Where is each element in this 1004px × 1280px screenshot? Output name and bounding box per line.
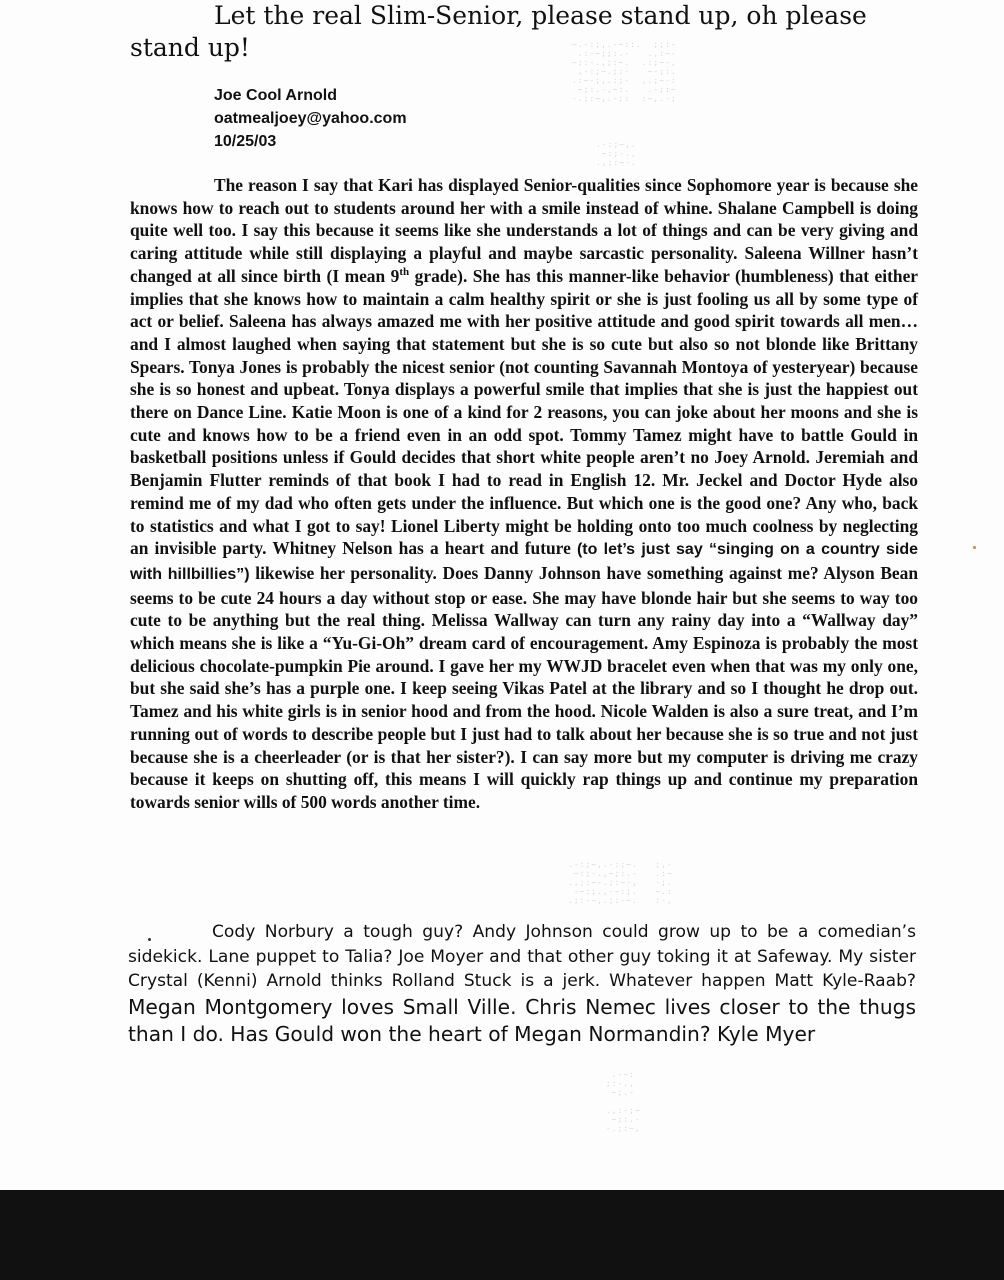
author-name: Joe Cool Arnold	[214, 87, 337, 104]
specks	[973, 546, 976, 549]
paragraph-text: The reason I say that Kari has displayed Senior-qualities since Sophomore year is because she knows how to reach out to students around her with a smile instead of whine. Shalane Campbell is doing quite well too. I say this because it seems like she understands a lot of things and can be very giving and caring attitude while still displaying a playful and maybe sarcastic personality. Saleena Willner hasn’t changed at all since birth (I mean 9	[130, 175, 918, 286]
author-block	[214, 84, 407, 153]
superscript: th	[399, 266, 410, 279]
date: 10/25/03	[214, 133, 277, 150]
bleed-through-texture: .-:;~,. ~:;-., .,;:~-.	[596, 140, 637, 167]
paragraph-text-large: Megan Montgomery loves Small Ville. Chris Nemec lives closer to the thugs than I do. Has Gould won the heart of Megan Normandin? Kyle Myer	[128, 994, 916, 1046]
paragraph-text-sans: (to let’s just say “singing on a country side with hillbillies”)	[130, 541, 919, 583]
bleed-through-texture: ~.-:;,.-~::. ;;:- .:-~;;:.- .,:~- ~;:-.,;:~. .:;~-, ,-:;~.;:- ~-;:. .:~-;,.:;- ,.;~-: ~;:.-,~:. .-;:~ -.;:~,.-;: :~,.-;	[572, 40, 677, 103]
paragraph-text: Cody Norbury a tough guy? Andy Johnson could grow up to be a comedian’s sidekick. Lane puppet to Talia? Joe Moyer and that other guy toking it at Safeway. My sister Crystal (Kenni) Arnold thinks Rolland Stuck is a jerk. Whatever happen Matt Kyle-Raab?	[128, 922, 916, 991]
bleed-through-texture: .-:;~,.-:;~. ;,- ~:;-.,~;:.- .:~ .,;:~-.;:~-, -;. -~:;.,-~:;. ~.: .;:-~,.;:-~. :-,	[568, 860, 673, 905]
main-paragraph	[130, 174, 918, 814]
second-paragraph	[128, 920, 916, 1049]
bleed-through-texture: .-~: ;:-., ~;.- .,:-;~ ~;:.- -.;:~,	[605, 1070, 641, 1133]
author-email: oatmealjoey@yahoo.com	[214, 110, 407, 127]
page-title: Let the real Slim-Senior, please stand up, oh please stand up!	[130, 1, 867, 62]
paragraph-text: grade). She has this manner-like behavior (humbleness) that either implies that she knows how to maintain a calm healthy spirit or she is just fooling us all by some type of act or belief. Saleena has always amazed me with her positive attitude and good spirit towards all men… and I almost laughed when saying that statement but she is so cute but also so not blonde like Brittany Spears. Tonya Jones is probably the nicest senior (not counting Savannah Montoya of yesteryear) because she is so honest and upbeat. Tonya displays a powerful smile that implies that she is just the happiest out there on Dance Line. Katie Moon is one of a kind for 2 reasons, you can joke about her moons and she is cute and knows how to be a friend even in an odd spot. Tommy Tamez might have to battle Gould in basketball positions unless if Gould decides that short white people aren’t no Joey Arnold. Jeremiah and Benjamin Flutter reminds of that book I had to read in English 12. Mr. Jeckel and Doctor Hyde also remind me of my dad who often gets under the influence. But which one is the good one? Any who, back to statistics and what I got to say! Lionel Liberty might be holding onto too much coolness by neglecting an invisible party. Whitney Nelson has a heart and future	[130, 265, 919, 559]
scanner-border	[0, 1190, 1004, 1280]
paragraph-text: likewise her personality. Does Danny Johnson have something against me? Alyson Bean seems to be cute 24 hours a day without stop or ease. She may have blonde hair but she seems to way too cute to be anything but the real thing. Melissa Wallway can turn any rainy day into a “Wallway day” which means she is like a “Yu-Gi-Oh” dream card of encouragement. Amy Espinoza is probably the most delicious chocolate-pumpkin Pie around. I gave her my WWJD bracelet even when that was my only one, but she said she’s has a purple one. I keep seeing Vikas Patel at the library and so I thought he drop out. Tamez and his white girls is in senior hood and from the hood. Nicole Walden is also a sure treat, and I’m running out of words to describe people but I just had to talk about her because she is so true and not just because she is a cheerleader (or is that her sister?). I can say more but my computer is driving me crazy because it keeps on shutting off, this means I will quickly rap things up and continue my preparation towards senior wills of 500 words another time.	[130, 562, 919, 812]
